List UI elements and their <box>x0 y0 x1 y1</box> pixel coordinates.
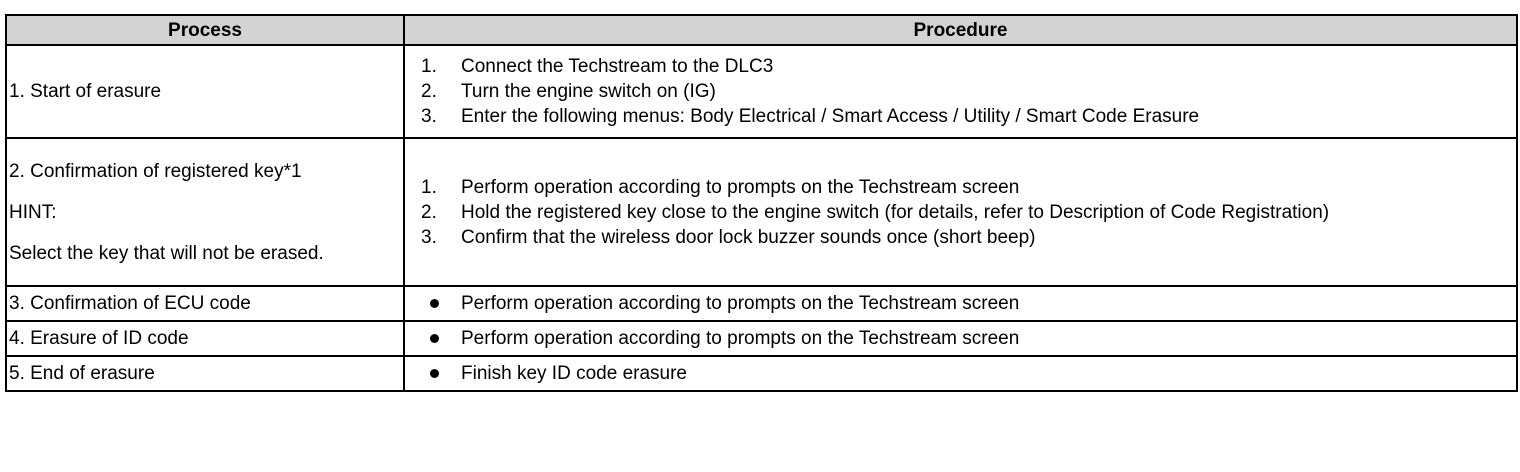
hint-text: Select the key that will not be erased. <box>9 242 324 264</box>
process-cell <box>6 138 404 286</box>
bullet-item <box>421 326 1504 351</box>
bullet-text: Finish key ID code erasure <box>461 363 687 384</box>
process-label: 1. Start of erasure <box>9 81 162 102</box>
step-text: Hold the registered key close to the engine switch (for details, refer to Description of Code Registration) <box>461 201 1330 223</box>
process-label: 5. End of erasure <box>9 363 155 384</box>
table-row <box>6 286 1517 321</box>
process-cell <box>6 321 404 356</box>
bullet-dot-icon <box>430 334 439 343</box>
procedure-cell <box>404 138 1517 286</box>
procedure-cell <box>404 321 1517 356</box>
bullet-text: Perform operation according to prompts on the Techstream screen <box>461 328 1020 349</box>
table-row <box>6 138 1517 286</box>
step-text: Connect the Techstream to the DLC3 <box>461 56 774 77</box>
table-row <box>6 45 1517 138</box>
step-text: Confirm that the wireless door lock buzzer sounds once (short beep) <box>461 226 1036 248</box>
bullet-list <box>421 361 1504 386</box>
step-item <box>421 79 1504 104</box>
erasure-procedure-table <box>5 14 1518 392</box>
process-cell <box>6 286 404 321</box>
step-item <box>421 54 1504 79</box>
step-item <box>421 175 1504 200</box>
procedure-cell <box>404 45 1517 138</box>
step-text: Perform operation according to prompts on the Techstream screen <box>461 176 1020 198</box>
step-number: 3. <box>421 226 437 248</box>
step-number: 2. <box>421 81 437 102</box>
process-cell <box>6 45 404 138</box>
bullet-dot-icon <box>430 299 439 308</box>
process-label: 2. Confirmation of registered key*1 <box>9 160 302 182</box>
process-label: 3. Confirmation of ECU code <box>9 293 251 314</box>
table-header-row <box>6 15 1517 45</box>
step-item <box>421 225 1504 250</box>
step-item <box>421 104 1504 129</box>
process-cell <box>6 356 404 391</box>
procedure-table-container <box>5 14 1518 392</box>
step-number: 1. <box>421 176 437 198</box>
step-text: Turn the engine switch on (IG) <box>461 81 716 102</box>
bullet-item <box>421 361 1504 386</box>
step-text: Enter the following menus: Body Electrical / Smart Access / Utility / Smart Code Erasure <box>461 106 1200 127</box>
step-list <box>421 175 1504 250</box>
header-process: Process <box>6 15 404 45</box>
bullet-list <box>421 326 1504 351</box>
table-row <box>6 321 1517 356</box>
step-number: 2. <box>421 201 437 223</box>
bullet-text: Perform operation according to prompts on the Techstream screen <box>461 293 1020 314</box>
step-list <box>421 54 1504 129</box>
step-item <box>421 200 1504 225</box>
bullet-list <box>421 291 1504 316</box>
procedure-cell <box>404 356 1517 391</box>
step-number: 3. <box>421 106 437 127</box>
process-label: 4. Erasure of ID code <box>9 328 189 349</box>
bullet-item <box>421 291 1504 316</box>
bullet-dot-icon <box>430 369 439 378</box>
procedure-cell <box>404 286 1517 321</box>
hint-label: HINT: <box>9 201 57 223</box>
header-procedure: Procedure <box>404 15 1517 45</box>
step-number: 1. <box>421 56 437 77</box>
table-row <box>6 356 1517 391</box>
